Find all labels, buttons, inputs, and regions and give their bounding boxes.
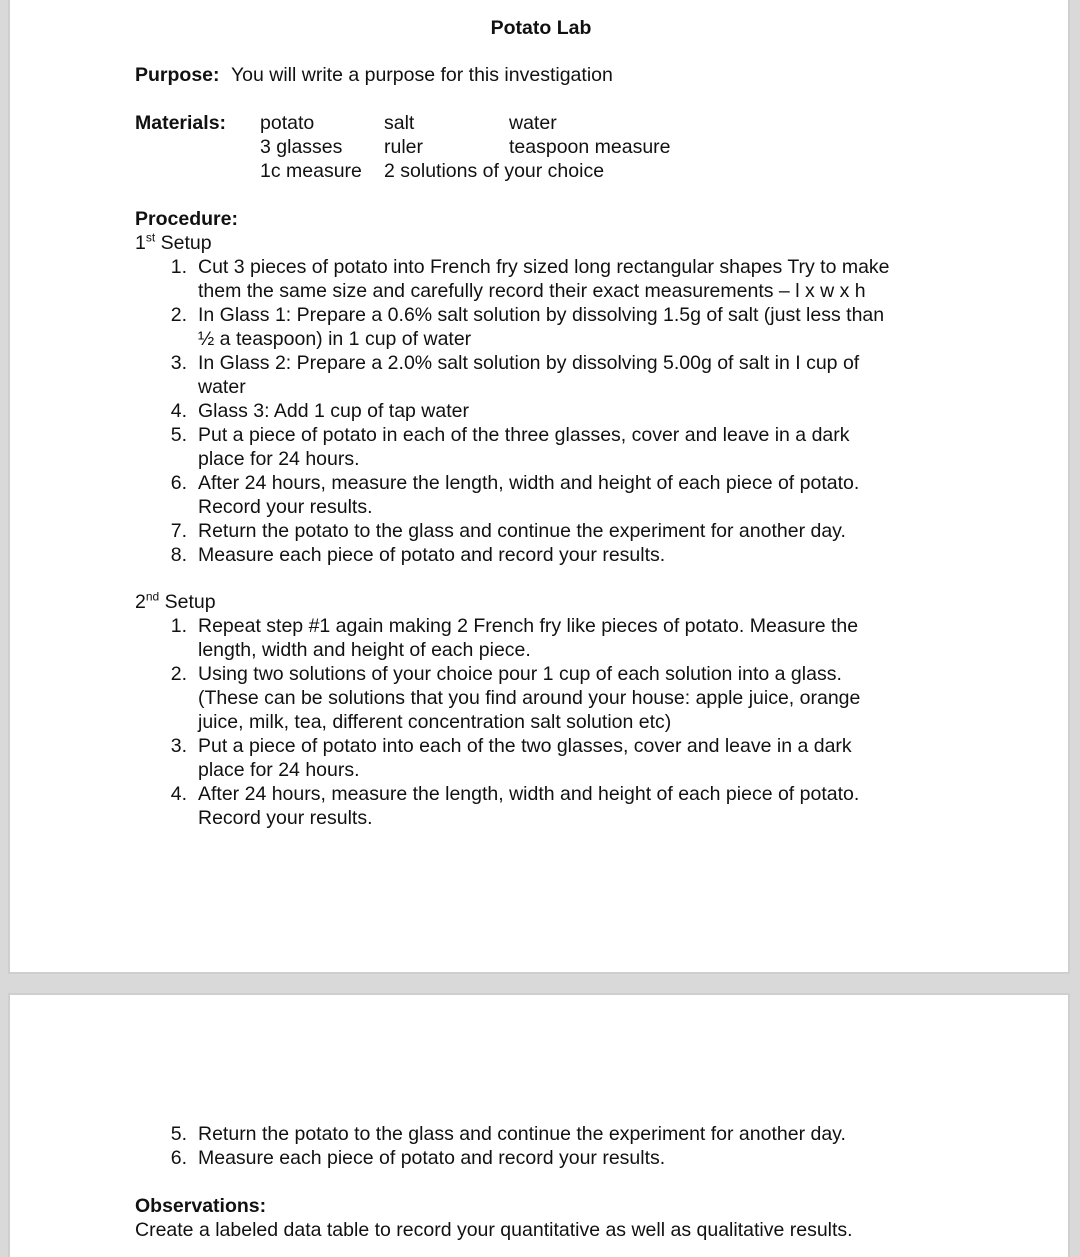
step-number: 1.: [170, 615, 187, 637]
procedure-label: Procedure:: [135, 208, 238, 230]
observations-label: Observations:: [135, 1195, 267, 1217]
document-page-2: [8, 993, 1070, 1257]
procedure-step: [167, 614, 860, 662]
material-item: ruler: [384, 136, 424, 158]
step-number: 3.: [170, 735, 187, 757]
setup-1-word: Setup: [160, 232, 212, 254]
procedure-step: [167, 471, 890, 519]
material-item: 1c measure: [260, 160, 362, 182]
materials-table: [260, 111, 671, 183]
procedure-step: [167, 399, 890, 423]
step-text-line: Return the potato to the glass and continue the experiment for another day.: [198, 520, 846, 542]
step-number: 7.: [170, 520, 187, 542]
step-number: 2.: [170, 304, 187, 326]
step-text-line: (These can be solutions that you find around your house: apple juice, orange: [198, 687, 861, 709]
step-number: 8.: [170, 544, 187, 566]
procedure-step: [167, 519, 890, 543]
purpose-label: Purpose:: [135, 64, 220, 86]
page-title: Potato Lab: [490, 17, 592, 39]
step-text-line: Measure each piece of potato and record your results.: [198, 544, 666, 566]
document-page-1: [8, 0, 1070, 974]
procedure-step: [167, 782, 860, 830]
material-item: potato: [260, 112, 315, 134]
step-text-line: Repeat step #1 again making 2 French fry like pieces of potato. Measure the: [198, 615, 859, 637]
procedure-step: [167, 1146, 846, 1170]
materials-row: [260, 111, 671, 135]
step-number: 5.: [170, 424, 187, 446]
material-item: teaspoon measure: [509, 136, 671, 158]
step-text-line: length, width and height of each piece.: [198, 639, 531, 661]
material-item: 3 glasses: [260, 136, 343, 158]
step-text-line: place for 24 hours.: [198, 759, 360, 781]
materials-row: [260, 159, 671, 183]
step-text-line: Record your results.: [198, 496, 373, 518]
step-text-line: ½ a teaspoon) in 1 cup of water: [198, 328, 472, 350]
step-text-line: After 24 hours, measure the length, width and height of each piece of potato.: [198, 783, 860, 805]
materials-row: [260, 135, 671, 159]
step-number: 1.: [170, 256, 187, 278]
setup-1-suffix: st: [145, 230, 156, 245]
procedure-step: [167, 255, 890, 303]
procedure-step: [167, 351, 890, 399]
procedure-step: [167, 734, 860, 782]
step-text-line: Glass 3: Add 1 cup of tap water: [198, 400, 469, 422]
material-item: salt: [384, 112, 415, 134]
procedure-step: [167, 543, 890, 567]
step-number: 4.: [170, 783, 187, 805]
step-text-line: Using two solutions of your choice pour 1 cup of each solution into a glass.: [198, 663, 842, 685]
step-text-line: juice, milk, tea, different concentration salt solution etc): [198, 711, 672, 733]
step-text-line: water: [198, 376, 246, 398]
procedure-step: [167, 1122, 846, 1146]
setup-1-ordinal: 1: [135, 232, 146, 254]
material-item: 2 solutions of your choice: [384, 160, 605, 182]
materials-label: Materials:: [135, 112, 227, 134]
step-number: 4.: [170, 400, 187, 422]
step-text-line: Put a piece of potato into each of the two glasses, cover and leave in a dark: [198, 735, 852, 757]
step-text-line: In Glass 2: Prepare a 2.0% salt solution by dissolving 5.00g of salt in I cup of: [198, 352, 860, 374]
observations-text: Create a labeled data table to record your quantitative as well as qualitative results.: [135, 1219, 853, 1241]
step-text-line: After 24 hours, measure the length, width and height of each piece of potato.: [198, 472, 860, 494]
step-number: 5.: [170, 1123, 187, 1145]
step-text-line: In Glass 1: Prepare a 0.6% salt solution by dissolving 1.5g of salt (just less than: [198, 304, 885, 326]
setup-2-ordinal: 2: [135, 591, 146, 613]
setup-2-steps: [167, 614, 860, 830]
step-number: 6.: [170, 1147, 187, 1169]
procedure-step: [167, 662, 860, 734]
step-number: 2.: [170, 663, 187, 685]
procedure-step: [167, 423, 890, 471]
purpose-line: [135, 63, 613, 87]
material-item: water: [509, 112, 557, 134]
setup-2-heading: [135, 590, 216, 614]
setup-2-word: Setup: [164, 591, 216, 613]
setup-1-steps: [167, 255, 890, 567]
step-number: 3.: [170, 352, 187, 374]
step-text-line: Put a piece of potato in each of the three glasses, cover and leave in a dark: [198, 424, 850, 446]
setup-2-suffix: nd: [145, 589, 160, 604]
step-text-line: Cut 3 pieces of potato into French fry sized long rectangular shapes Try to make: [198, 256, 890, 278]
setup-1-heading: [135, 231, 212, 255]
step-text-line: Measure each piece of potato and record your results.: [198, 1147, 666, 1169]
setup-2-steps-continued: [167, 1122, 846, 1170]
step-text-line: place for 24 hours.: [198, 448, 360, 470]
step-text-line: them the same size and carefully record their exact measurements – l x w x h: [198, 280, 866, 302]
step-text-line: Return the potato to the glass and continue the experiment for another day.: [198, 1123, 846, 1145]
step-text-line: Record your results.: [198, 807, 373, 829]
purpose-text: You will write a purpose for this investigation: [230, 64, 613, 86]
procedure-step: [167, 303, 890, 351]
step-number: 6.: [170, 472, 187, 494]
